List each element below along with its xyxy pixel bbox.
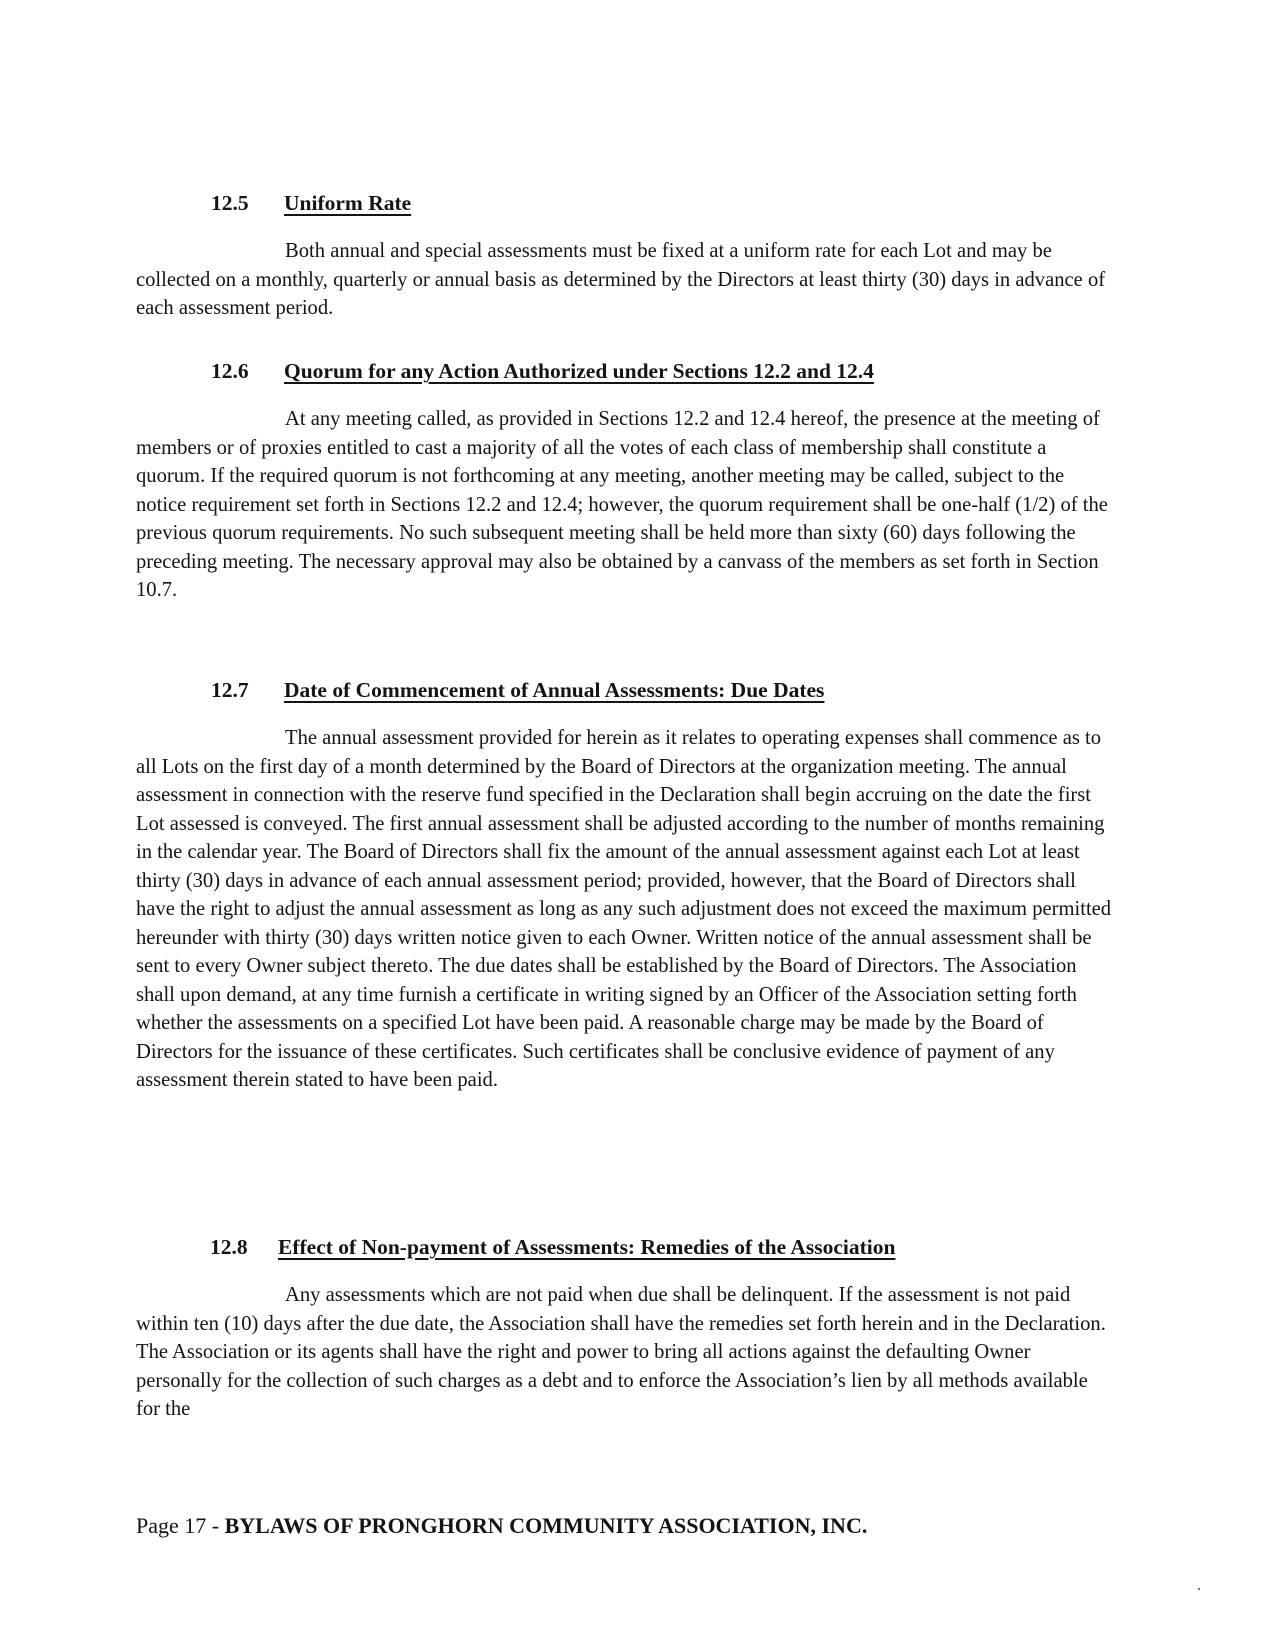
section-heading bbox=[136, 677, 1116, 703]
document-title: BYLAWS OF PRONGHORN COMMUNITY ASSOCIATION, INC. bbox=[224, 1513, 868, 1538]
section-heading bbox=[136, 190, 1116, 216]
section-12-7 bbox=[136, 677, 1116, 1095]
section-title: Date of Commencement of Annual Assessments: Due Dates bbox=[284, 678, 825, 702]
section-number: 12.8 bbox=[210, 1235, 248, 1259]
section-body: At any meeting called, as provided in Sections 12.2 and 12.4 hereof, the presence at the meeting of members or of proxies entitled to cast a majority of all the votes of each class of membership shall constitute a quorum. If the required quorum is not forthcoming at any meeting, another meeting may be called, subject to the notice requirement set forth in Sections 12.2 and 12.4; however, the quorum requirement shall be one-half (1/2) of the previous quorum requirements. No such subsequent meeting shall be held more than sixty (60) days following the preceding meeting. The necessary approval may also be obtained by a canvass of the members as set forth in Section 10.7. bbox=[136, 408, 1108, 601]
section-heading bbox=[136, 358, 1116, 384]
section-12-6 bbox=[136, 358, 1116, 605]
section-number: 12.7 bbox=[211, 678, 249, 702]
page-footer bbox=[136, 1512, 867, 1540]
section-number: 12.6 bbox=[211, 359, 249, 383]
section-title: Effect of Non-payment of Assessments: Remedies of the Association bbox=[278, 1235, 896, 1259]
section-body: Any assessments which are not paid when due shall be delinquent. If the assessment is not paid within ten (10) days after the due date, the Association shall have the remedies set forth herein and in the Declaration. The Association or its agents shall have the right and power to bring all actions against the defaulting Owner personally for the collection of such charges as a debt and to enforce the Association’s lien by all methods available for the bbox=[136, 1284, 1106, 1420]
scan-speck bbox=[1198, 1588, 1200, 1590]
section-body: Both annual and special assessments must be fixed at a uniform rate for each Lot and may be collected on a monthly, quarterly or annual basis as determined by the Directors at least thirty (30) days in advance of each assessment period. bbox=[136, 240, 1106, 319]
section-number: 12.5 bbox=[211, 191, 249, 215]
section-title: Uniform Rate bbox=[284, 191, 412, 215]
section-title: Quorum for any Action Authorized under Sections 12.2 and 12.4 bbox=[284, 359, 874, 383]
section-body: The annual assessment provided for herein as it relates to operating expenses shall commence as to all Lots on the first day of a month determined by the Board of Directors at the organization meeting. The annual assessment in connection with the reserve fund specified in the Declaration shall begin accruing on the date the first Lot assessed is conveyed. The first annual assessment shall be adjusted according to the number of months remaining in the calendar year. The Board of Directors shall fix the amount of the annual assessment against each Lot at least thirty (30) days in advance of each annual assessment period; provided, however, that the Board of Directors shall have the right to adjust the annual assessment as long as any such adjustment does not exceed the maximum permitted hereunder with thirty (30) days written notice given to each Owner. Written notice of the annual assessment shall be sent to every Owner subject thereto. The due dates shall be established by the Board of Directors. The Association shall upon demand, at any time furnish a certificate in writing signed by an Officer of the Association setting forth whether the assessments on a specified Lot have been paid. A reasonable charge may be made by the Board of Directors for the issuance of these certificates. Such certificates shall be conclusive evidence of payment of any assessment therein stated to have been paid. bbox=[136, 727, 1112, 1091]
section-12-8 bbox=[136, 1234, 1116, 1424]
section-12-5 bbox=[136, 190, 1116, 323]
section-heading bbox=[136, 1234, 1116, 1260]
page-number-label: Page 17 - bbox=[136, 1513, 225, 1538]
